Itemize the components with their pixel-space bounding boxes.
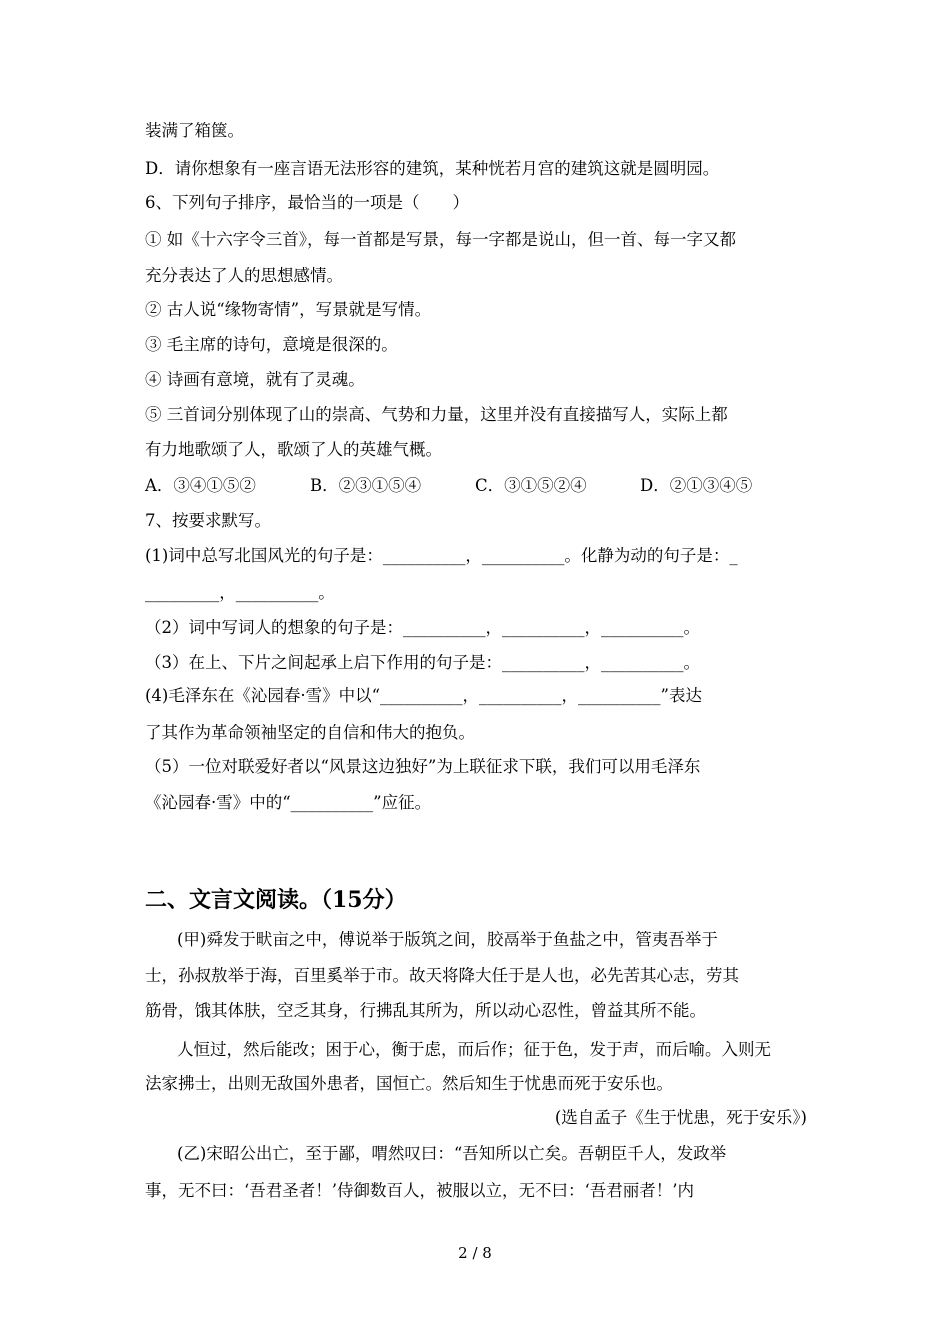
section-2-heading: 二、文言文阅读。（15分） bbox=[145, 887, 407, 913]
passage-yi-line-1: (乙)宋昭公出亡，至于鄙，喟然叹曰：“吾知所以亡矣。吾朝臣千人，发政举 bbox=[177, 1144, 727, 1163]
option-d-line: D．请你想象有一座言语无法形容的建筑，某种恍若月宫的建筑这就是圆明园。 bbox=[145, 159, 720, 178]
passage-jia-line-3: 筋骨，饿其体肤，空乏其身，行拂乱其所为，所以动心忍性，曾益其所不能。 bbox=[145, 1001, 706, 1020]
question-7-sub-1-line-1: (1)词中总写北国风光的句子是：__________，__________。化静为动的句子是：_ bbox=[145, 546, 738, 565]
question-7-sub-2: （2）词中写词人的想象的句子是：__________，__________，__________。 bbox=[145, 618, 700, 637]
passage-jia-line-2: 士，孙叔敖举于海，百里奚举于市。故天将降大任于是人也，必先苦其心志，劳其 bbox=[145, 966, 739, 985]
question-6-stem: 6、下列句子排序，最恰当的一项是（ ） bbox=[145, 193, 469, 212]
option-d: D．②①③④⑤ bbox=[640, 476, 753, 495]
passage-jia-line-5: 法家拂士，出则无敌国外患者，国恒亡。然后知生于忧患而死于安乐也。 bbox=[145, 1074, 673, 1093]
question-6-item-5-line-1: ⑤ 三首词分别体现了山的崇高、气势和力量，这里并没有直接描写人，实际上都 bbox=[145, 405, 728, 424]
question-7-sub-5-line-2: 《沁园春·雪》中的“__________”应征。 bbox=[145, 793, 432, 812]
question-7-sub-4-line-1: (4)毛泽东在《沁园春·雪》中以“__________，__________，__________”表达 bbox=[145, 686, 702, 705]
passage-jia-line-4: 人恒过，然后能改；困于心，衡于虑，而后作；征于色，发于声，而后喻。入则无 bbox=[177, 1040, 771, 1059]
option-b: B．②③①⑤④ bbox=[310, 476, 422, 495]
question-7-sub-4-line-2: 了其作为革命领袖坚定的自信和伟大的抱负。 bbox=[145, 723, 475, 742]
question-6-item-1-line-1: ① 如《十六字令三首》，每一首都是写景，每一字都是说山，但一首、每一字又都 bbox=[145, 230, 736, 249]
question-6-item-1-line-2: 充分表达了人的思想感情。 bbox=[145, 266, 343, 285]
question-7-sub-1-line-2: _________，__________。 bbox=[145, 583, 335, 602]
question-7-sub-5-line-1: （5）一位对联爱好者以“风景这边独好”为上联征求下联，我们可以用毛泽东 bbox=[145, 757, 701, 776]
option-a: A．③④①⑤② bbox=[145, 476, 256, 495]
question-6-options bbox=[145, 475, 785, 497]
question-6-item-2: ② 古人说“缘物寄情”，写景就是写情。 bbox=[145, 300, 432, 319]
question-6-item-4: ④ 诗画有意境，就有了灵魂。 bbox=[145, 370, 365, 389]
question-7-sub-3: （3）在上、下片之间起承上启下作用的句子是：__________，__________。 bbox=[145, 653, 700, 672]
continuation-line: 装满了箱箧。 bbox=[145, 121, 244, 140]
passage-yi-line-2: 事，无不曰：‘吾君圣者！’侍御数百人，被服以立，无不曰：‘吾君丽者！’内 bbox=[145, 1181, 694, 1200]
passage-jia-source: (选自孟子《生于忧患，死于安乐》) bbox=[554, 1108, 807, 1127]
question-6-item-5-line-2: 有力地歌颂了人，歌颂了人的英雄气概。 bbox=[145, 440, 442, 459]
question-7-stem: 7、按要求默写。 bbox=[145, 511, 271, 530]
passage-jia-line-1: (甲)舜发于畎亩之中，傅说举于版筑之间，胶鬲举于鱼盐之中，管夷吾举于 bbox=[177, 930, 718, 949]
question-6-item-3: ③ 毛主席的诗句，意境是很深的。 bbox=[145, 335, 398, 354]
page-number: 2 / 8 bbox=[458, 1244, 492, 1262]
option-c: C．③①⑤②④ bbox=[475, 476, 587, 495]
